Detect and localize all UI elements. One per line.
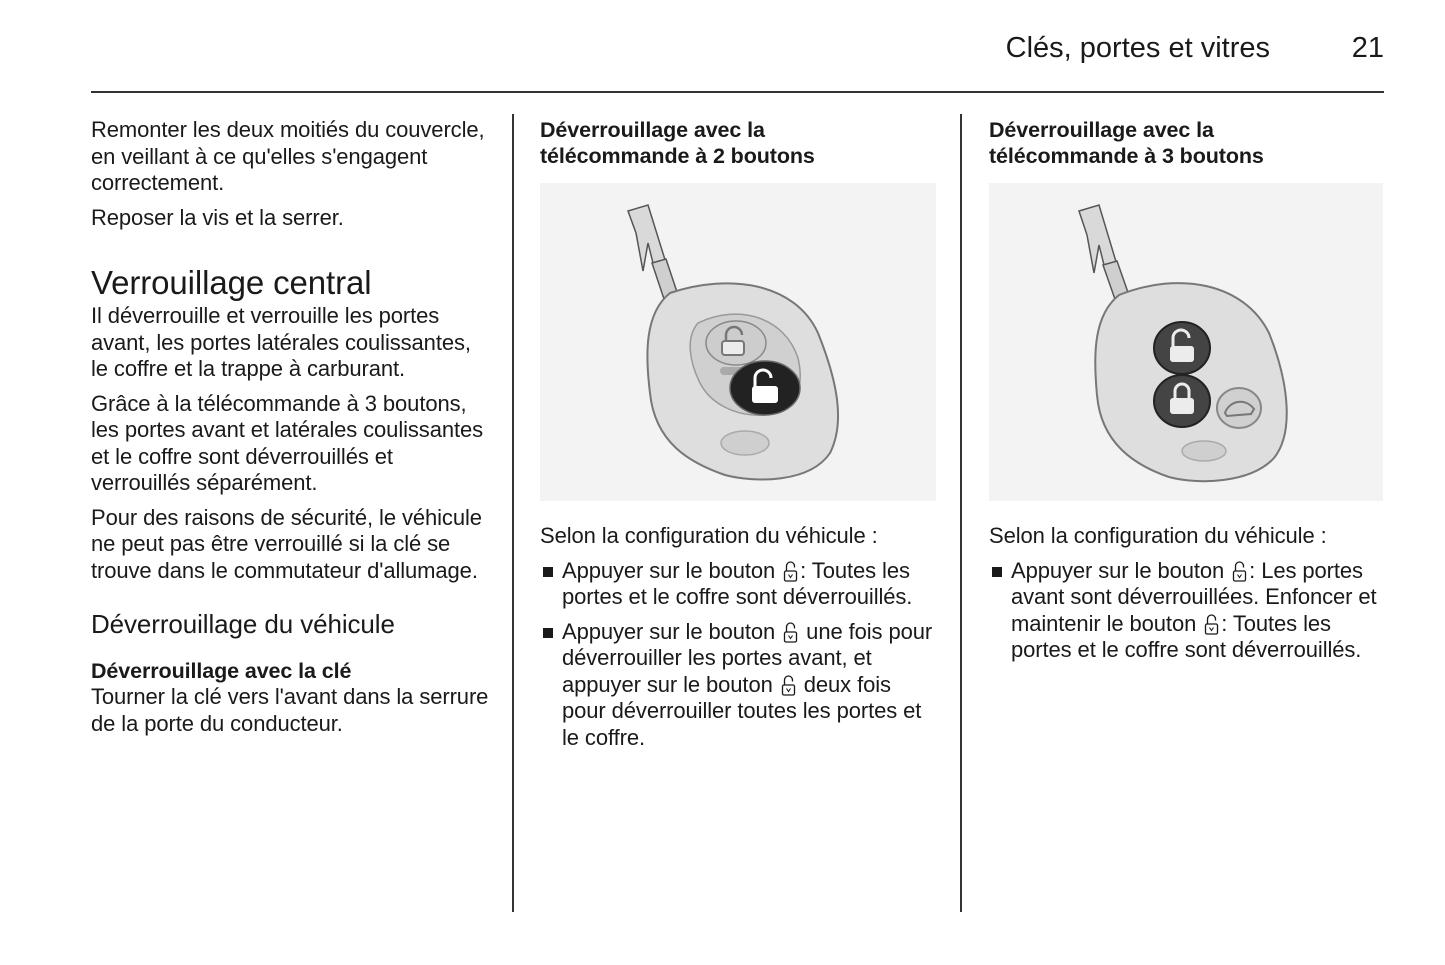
bullet-text: Appuyer sur le bouton: [1011, 557, 1225, 583]
right-column: [989, 117, 1389, 672]
subsection-title: Déverrouillage du véhicule: [91, 609, 395, 639]
config-text: Selon la configuration du véhicule :: [989, 523, 1327, 548]
intro-paragraph-2: Reposer la vis et la serrer.: [91, 204, 344, 230]
column-divider-2: [960, 114, 962, 912]
keyring-slot: [1182, 441, 1226, 461]
bullet-marker: [543, 567, 553, 577]
bullet-text: Appuyer sur le bouton: [562, 618, 776, 644]
unlock-padlock-icon: [1231, 560, 1248, 582]
section-paragraph-2: Grâce à la télécommande à 3 boutons, les portes avant et latérales coulissantes et le coffre sont déverrouillés et verrouillés séparément.: [91, 390, 484, 495]
bullet-marker: [543, 628, 553, 638]
bullet-item: [540, 619, 940, 752]
upper-button: [706, 321, 766, 365]
bullet-text: : Les portes avant sont déverrouillées. Enfoncer et maintenir le bouton: [1011, 557, 1377, 636]
bullet-text: une fois pour déverrouiller les portes avant, et appuyer sur le bouton: [562, 618, 933, 697]
bullet-text: Appuyer sur le bouton: [562, 557, 776, 583]
keyring-slot: [721, 431, 769, 455]
remote-2-title-line-2: télécommande à 2 boutons: [540, 144, 815, 168]
column-divider-1: [512, 114, 514, 912]
key-unlock-title: Déverrouillage avec la clé: [91, 659, 352, 683]
left-column: [91, 117, 491, 745]
bullet-text: deux fois pour déverrouiller toutes les portes et le coffre.: [562, 671, 922, 750]
header-rule: [91, 91, 1384, 93]
section-paragraph-1: Il déverrouille et verrouille les portes avant, les portes latérales coulissantes, le coffre et la trappe à carburant.: [91, 303, 471, 381]
bullet-text: : Toutes les portes et le coffre sont déverrouillés.: [1011, 610, 1362, 662]
bullet-text: : Toutes les portes et le coffre sont déverrouillés.: [562, 557, 913, 609]
remote-2-title-line-1: Déverrouillage avec la: [540, 118, 765, 142]
section-paragraph-3: Pour des raisons de sécurité, le véhicule ne peut pas être verrouillé si la clé se trouve dans le commutateur d'allumage.: [91, 504, 482, 583]
unlock-padlock-icon: [1203, 613, 1220, 635]
config-text: Selon la configuration du véhicule :: [540, 523, 878, 548]
unlock-padlock-icon: [780, 674, 797, 696]
unlock-padlock-icon: [782, 621, 799, 643]
lower-unlock-button: [730, 361, 800, 415]
lock-button: [1154, 375, 1210, 427]
middle-column: [540, 117, 940, 759]
unlock-button: [1154, 322, 1210, 374]
bullet-item: [540, 558, 940, 611]
intro-paragraph: Remonter les deux moitiés du couvercle, en veillant à ce qu'elles s'engagent correctement.: [91, 117, 485, 195]
page-number: 21: [1351, 32, 1384, 64]
bullet-item: [989, 558, 1389, 664]
bullet-marker: [992, 567, 1002, 577]
remote-3-title-line-1: Déverrouillage avec la: [989, 118, 1214, 142]
running-header-title: Clés, portes et vitres: [1005, 32, 1270, 64]
unlock-padlock-icon: [782, 560, 799, 582]
three-button-remote-illustration: [989, 183, 1383, 501]
key-unlock-text: Tourner la clé vers l'avant dans la serrure de la porte du conducteur.: [91, 684, 489, 736]
section-title: Verrouillage central: [91, 264, 372, 301]
two-button-remote-illustration: [540, 183, 936, 501]
trunk-button: [1217, 388, 1261, 428]
remote-3-title-line-2: télécommande à 3 boutons: [989, 144, 1264, 168]
